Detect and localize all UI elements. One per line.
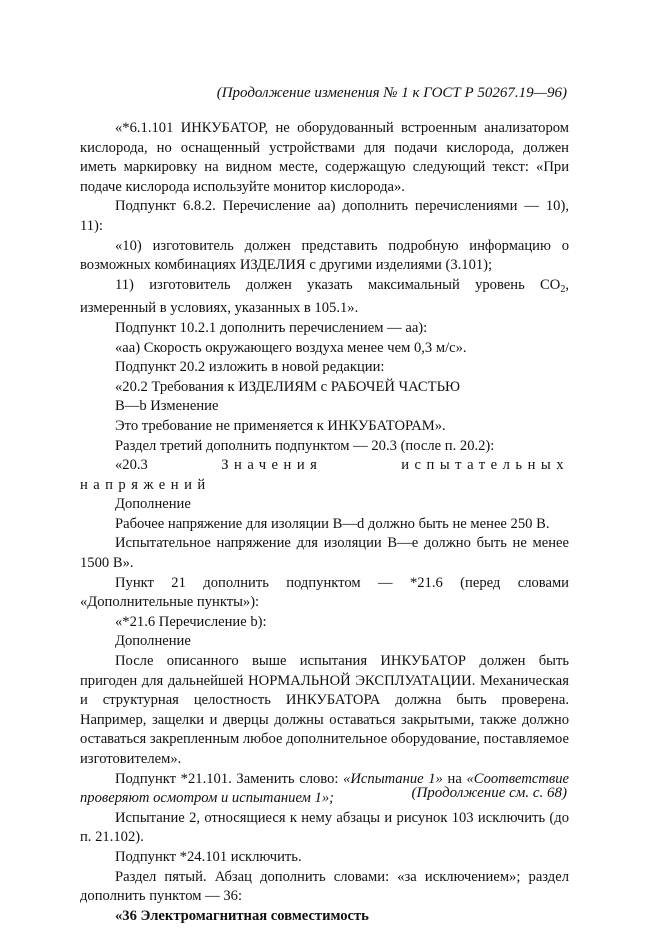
paragraph-section-three: Раздел третий дополнить подпунктом — 20.3 (после п. 20.2): [115,437,495,454]
item-11-text: 11) изготовитель должен указать максимальный уровень CO [115,276,561,293]
test-1-quote: «Испытание 1» [343,770,443,787]
paragraph-section-five: Раздел пятый. Абзац дополнить словами: «за исключением»; раздел дополнить пунктом — 36: [80,868,569,905]
paragraph-incubator-marking: «*6.1.101 ИНКУБАТОР, не оборудованный встроенным анализатором кислорода, но оснащенный устройствами для подачи кислорода, должен иметь маркировку на видном месте, содержащую следующий текст: «При подаче кислорода используйте монитор кислорода». [80,120,569,195]
document-body [80,119,569,926]
paragraph-emc-heading: «36 Электромагнитная совместимость [115,907,369,924]
replace-word-text: Подпункт *21.101. Заменить слово: [115,770,344,787]
paragraph-test-voltage: Испытательное напряжение для изоляции B—e должно быть не менее 1500 В». [80,535,569,572]
paragraph-clause-21: Пункт 21 дополнить подпунктом — *21.6 (перед словами «Дополнительные пункты»): [80,574,569,611]
replace-with-text: на [442,770,467,787]
clause-20-3-spaced-title: Значения испытательных напряжений [80,457,569,493]
running-header: (Продолжение изменения № 1 к ГОСТ Р 50267.19—96) [216,85,567,101]
paragraph-subclause-20-2: Подпункт 20.2 изложить в новой редакции: [115,359,385,376]
item-11-text-end: , измеренный в условиях, указанных в 105.1». [80,276,569,317]
co2-subscript: 2 [560,283,566,295]
compliance-quote: «Соответствие проверяют осмотром и испытанием 1»; [80,770,570,807]
paragraph-working-voltage: Рабочее напряжение для изоляции B—d должно быть не менее 250 В. [115,515,550,532]
paragraph-item-11 [80,276,569,319]
paragraph-addition-1: Дополнение [115,496,191,513]
paragraph-item-10: «10) изготовитель должен представить подробную информацию о возможных комбинациях ИЗДЕЛИЯ с другими изделиями (3.101); [80,237,569,274]
paragraph-not-applicable: Это требование не применяется к ИНКУБАТОРАМ». [115,417,446,434]
paragraph-subclause-10-2-1: Подпункт 10.2.1 дополнить перечислением — аа): [115,319,428,336]
paragraph-addition-2: Дополнение [115,633,191,650]
paragraph-bb-change: B—b Изменение [115,398,219,415]
paragraph-subclause-6-8-2: Подпункт 6.8.2. Перечисление аа) дополнить перечислениями — 10), 11): [80,198,569,234]
paragraph-24-101: Подпункт *24.101 исключить. [115,848,302,865]
continuation-note: (Продолжение см. с. 68) [411,785,567,801]
paragraph-20-2-title: «20.2 Требования к ИЗДЕЛИЯМ с РАБОЧЕЙ ЧАСТЬЮ [115,378,460,395]
clause-20-3-number: «20.3 [115,457,148,474]
paragraph-after-test: После описанного выше испытания ИНКУБАТОР должен быть пригоден для дальнейшей НОРМАЛЬНОЙ ЭКСПЛУАТАЦИИ. Механическая и структурная целостность ИНКУБАТОРА должна быть проверена. Например, защелки и дверцы должны оставаться закрытыми, также должно оставаться закрепленным любое дополнительное оборудование, поставляемое изготовителем». [80,653,569,767]
paragraph-item-aa: «аа) Скорость окружающего воздуха менее чем 0,3 м/с». [115,339,467,356]
paragraph-20-3-title [80,456,569,495]
paragraph-21-6: «*21.6 Перечисление b): [115,613,267,630]
paragraph-test-2: Испытание 2, относящиеся к нему абзацы и рисунок 103 исключить (до п. 21.102). [80,809,569,846]
